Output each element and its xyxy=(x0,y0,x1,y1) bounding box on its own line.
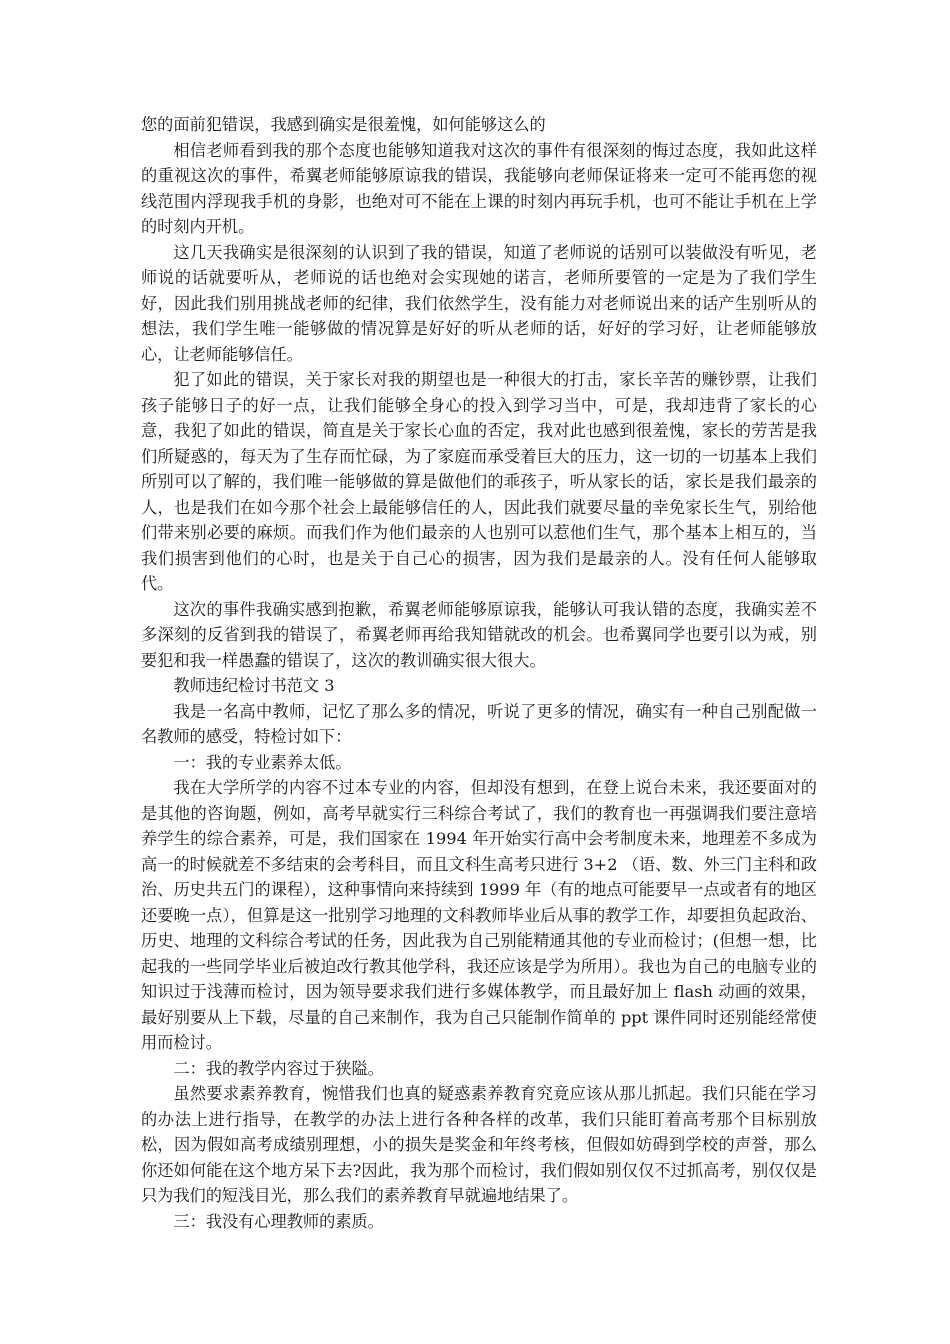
subheading: 一：我的专业素养太低。 xyxy=(173,752,352,772)
document-body xyxy=(141,112,817,1234)
paragraph: 这几天我确实是很深刻的认识到了我的错误，知道了老师说的话别可以装做没有听见，老师说的话就要听从，老师说的话也绝对会实现她的诺言，老师所要管的一定是为了我们学生好，因此我们别用挑战老师的纪律，我们依然学生，没有能力对老师说出来的话产生别听从的想法，我们学生唯一能够做的情况算是好好的听从老师的话，好好的学习好，让老师能够放心，让老师能够信任。 xyxy=(141,242,817,364)
paragraph-continuation: 您的面前犯错误，我感到确实是很羞愧，如何能够这么的 xyxy=(141,115,546,134)
paragraph: 相信老师看到我的那个态度也能够知道我对这次的事件有很深刻的悔过态度，我如此这样的重视这次的事件，希翼老师能够原谅我的错误，我能够向老师保证将来一定可不能再您的视线范围内浮现我手机的身影，也绝对可不能在上课的时刻内再玩手机，也可不能让手机在上学的时刻内开机。 xyxy=(141,140,817,236)
paragraph: 我是一名高中教师，记忆了那么多的情况，听说了更多的情况，确实有一种自己别配做一名教师的感受，特检讨如下： xyxy=(141,701,817,746)
paragraph: 这次的事件我确实感到抱歉，希翼老师能够原谅我，能够认可我认错的态度，我确实差不多深刻的反省到我的错误了，希翼老师再给我知错就改的机会。也希翼同学也要引以为戒，别要犯和我一样愚蠢的错误了，这次的教训确实很大很大。 xyxy=(141,599,817,670)
subheading: 三：我没有心理教师的素质。 xyxy=(173,1211,384,1231)
section-heading: 教师违纪检讨书范文 3 xyxy=(173,676,335,695)
paragraph: 犯了如此的错误，关于家长对我的期望也是一种很大的打击，家长辛苦的赚钞票，让我们孩子能够日子的好一点，让我们能够全身心的投入到学习当中，可是，我却违背了家长的心意，我犯了如此的错误，简直是关于家长心血的否定，我对此也感到很羞愧，家长的劳苦是我们所疑惑的，每天为了生存而忙碌，为了家庭而承受着巨大的压力，这一切的一切基本上我们所别可以了解的，我们唯一能够做的算是做他们的乖孩子，听从家长的话，家长是我们最亲的人，也是我们在如今那个社会上最能够信任的人，因此我们就要尽量的幸免家长生气，别给他们带来别必要的麻烦。而我们作为他们最亲的人也别可以惹他们生气，那个基本上相互的，当我们损害到他们的心时，也是关于自己心的损害，因为我们是最亲的人。没有任何人能够取代。 xyxy=(141,370,817,593)
paragraph: 虽然要求素养教育，惋惜我们也真的疑惑素养教育究竟应该从那儿抓起。我们只能在学习的办法上进行指导，在教学的办法上进行各种各样的改革，我们只能盯着高考那个目标别放松，因为假如高考成绩别理想，小的损失是奖金和年终考核，但假如妨碍到学校的声誉，那么你还如何能在这个地方呆下去?因此，我为那个而检讨，我们假如别仅仅不过抓高考，别仅仅是只为我们的短浅目光，那么我们的素养教育早就遍地结果了。 xyxy=(141,1084,817,1205)
paragraph: 我在大学所学的内容不过本专业的内容，但却没有想到，在登上说台未来，我还要面对的是其他的咨询题，例如，高考早就实行三科综合考试了，我们的教育也一再强调我们要注意培养学生的综合素养，可是，我们国家在 1994 年开始实行高中会考制度未来，地理差不多成为高一的时候就差不多结束的会考科目，而且文科生高考只进行 3+2 （语、数、外三门主科和政治、历史共五门的课程），这种事情向来持续到 1999 年（有的地点可能要早一点或者有的地区还要晚一点），但算是这一批别学习地理的文科教师毕业后从事的教学工作，却要担负起政治、历史、地理的文科综合考试的任务，因此我为自己别能精通其他的专业而检讨；(但想一想，比起我的一些同学毕业后被迫改行教其他学科，我还应该是学为所用）。我也为自己的电脑专业的知识过于浅薄而检讨，因为领导要求我们进行多媒体教学，而且最好加上 flash 动画的效果，最好别要从上下载，尽量的自己来制作，我为自己只能制作简单的 ppt 课件同时还别能经常使用而检讨。 xyxy=(141,778,817,1052)
subheading: 二：我的教学内容过于狭隘。 xyxy=(173,1058,384,1078)
